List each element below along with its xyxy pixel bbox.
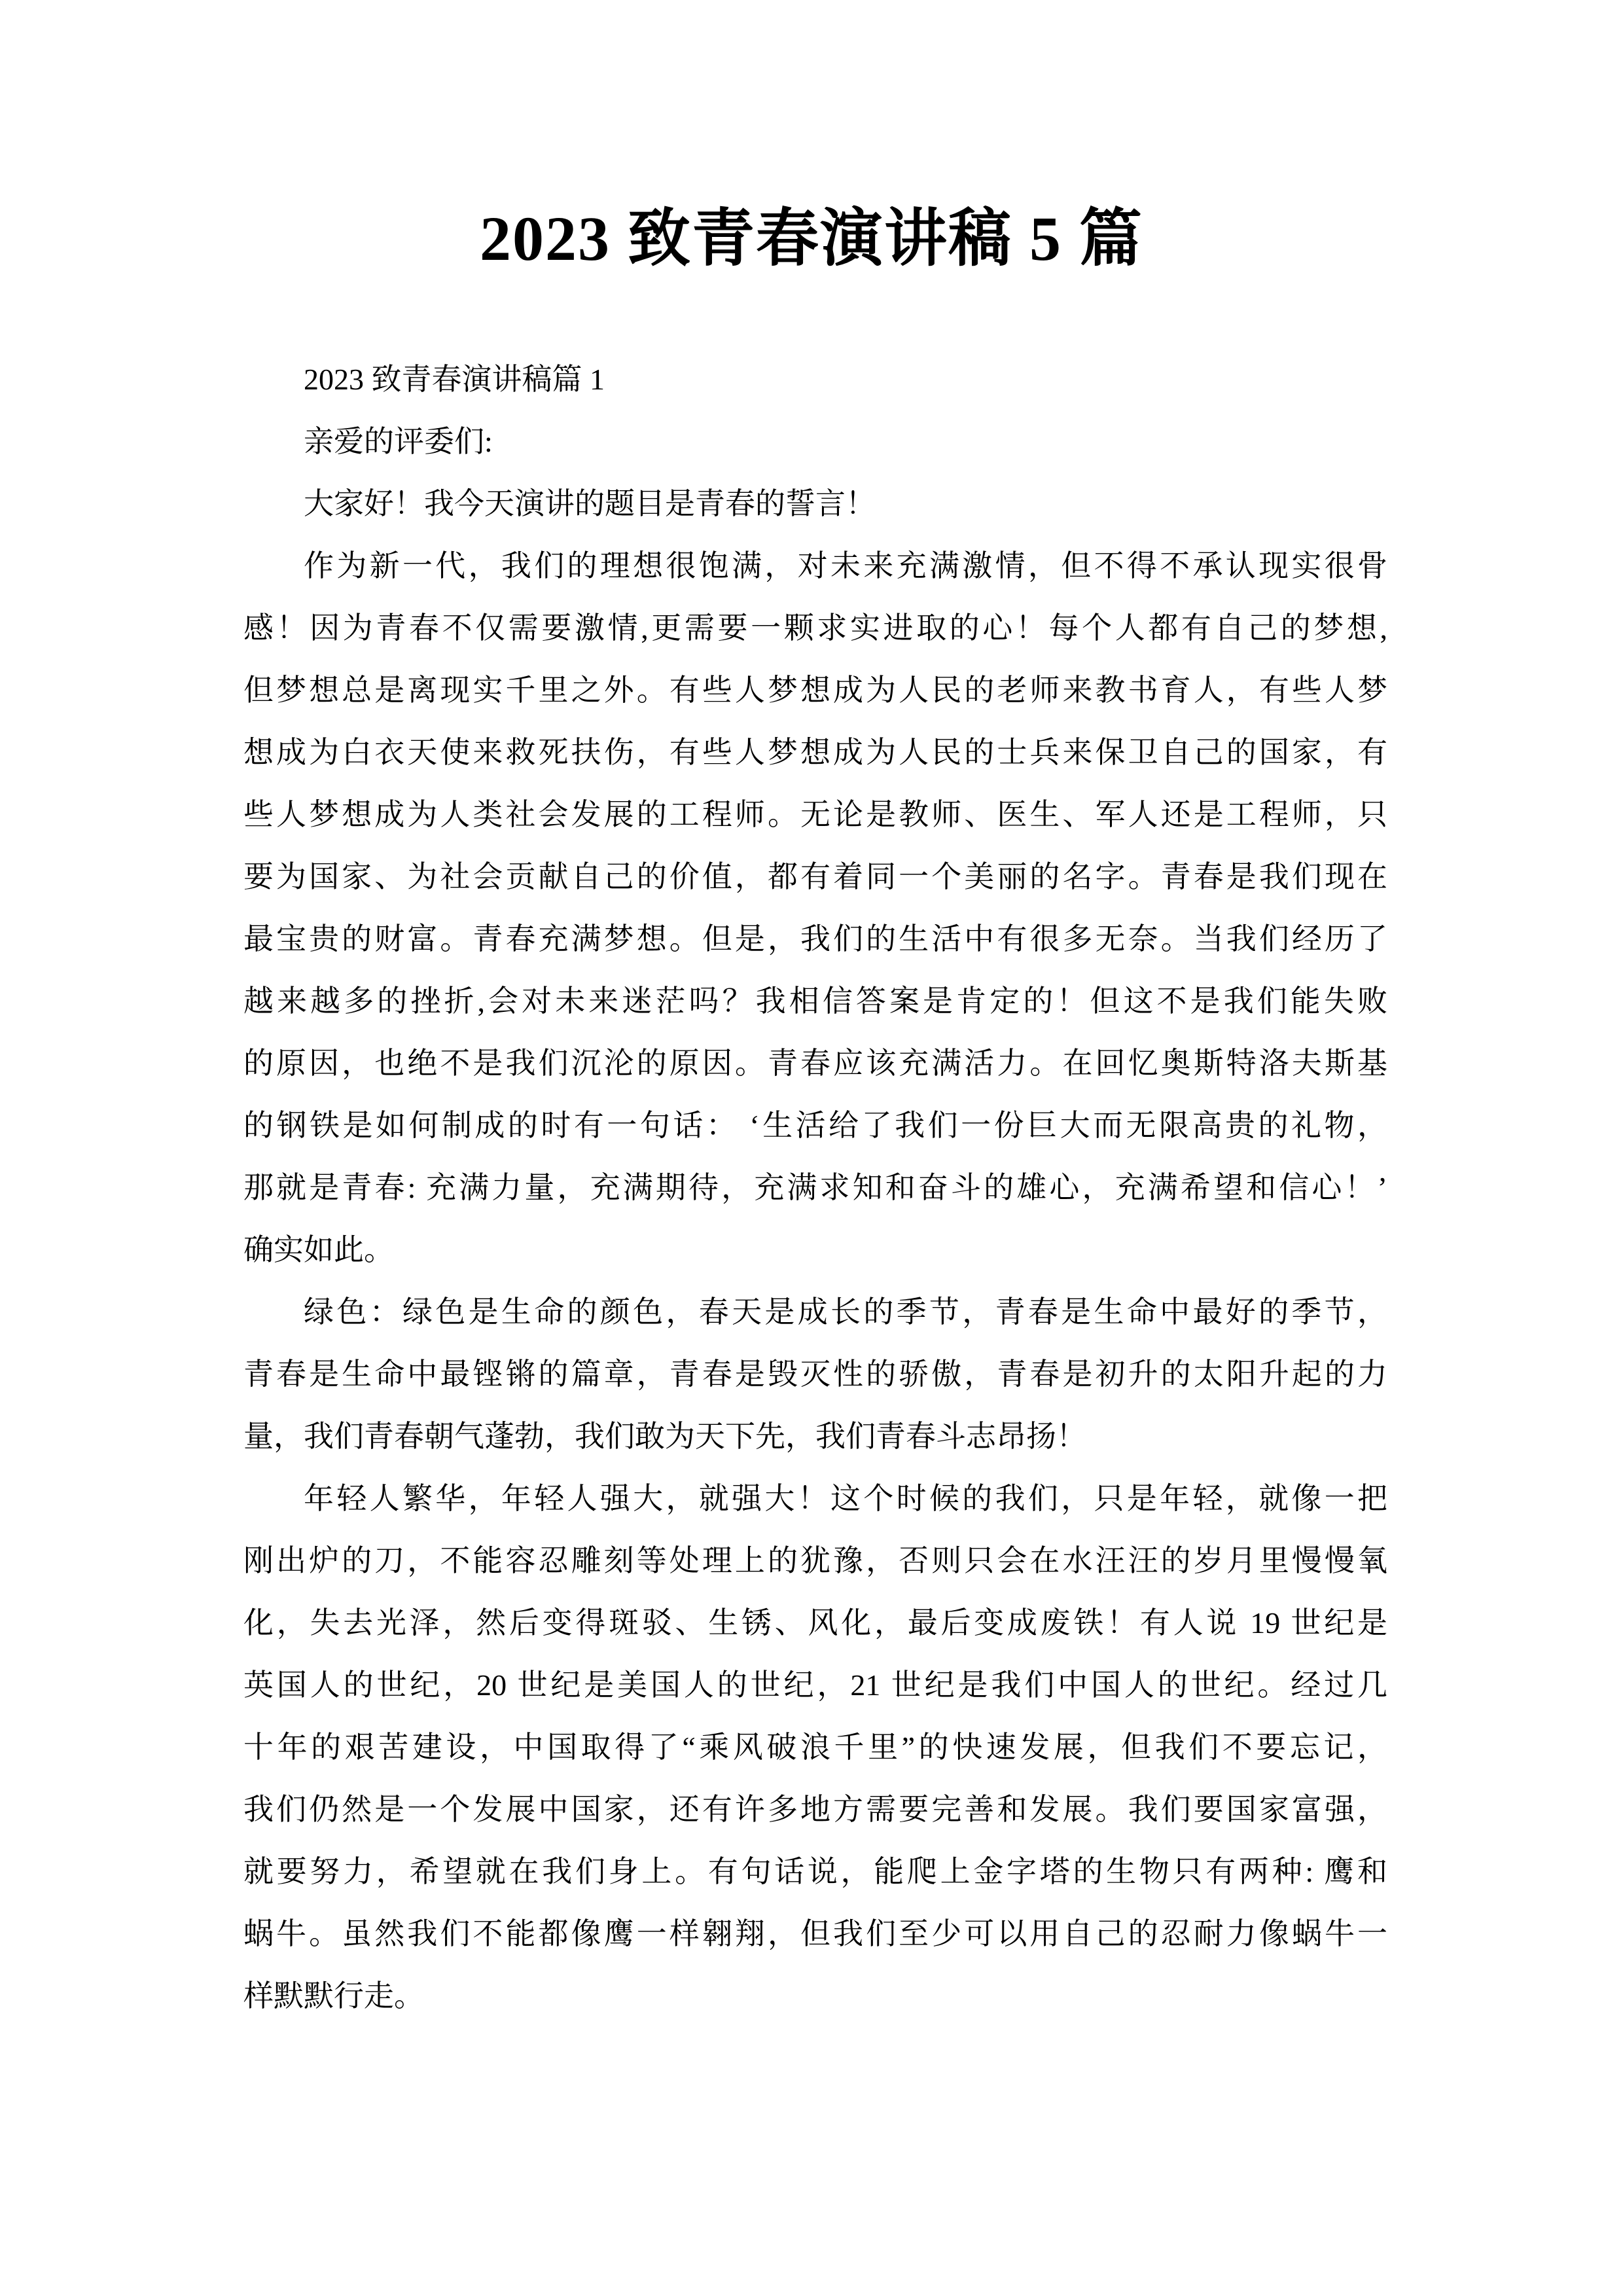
text-line: 确实如此。 — [243, 1233, 394, 1266]
text-line: 量，我们青春朝气蓬勃，我们敢为天下先，我们青春斗志昂扬！ — [243, 1420, 1086, 1453]
text-line: 要为国家、为社会贡献自己的价值，都有着同一个美丽的名字。青春是我们现在 — [243, 860, 1387, 893]
text-line: 感！因为青春不仅需要激情,更需要一颗求实进取的心！每个人都有自己的梦想, — [243, 611, 1387, 645]
text-line: 但梦想总是离现实千里之外。有些人梦想成为人民的老师来教书育人，有些人梦 — [243, 673, 1387, 707]
text-line: 的原因，也绝不是我们沉沦的原因。青春应该充满活力。在回忆奥斯特洛夫斯基 — [243, 1047, 1387, 1080]
text-line: 蜗牛。虽然我们不能都像鹰一样翱翔，但我们至少可以用自己的忍耐力像蜗牛一 — [243, 1917, 1387, 1950]
text-line: 年轻人繁华，年轻人强大，就强大！这个时候的我们，只是年轻，就像一把 — [304, 1482, 1387, 1515]
paragraph — [243, 1467, 1387, 2027]
document-body — [243, 348, 1387, 2027]
text-line: 十年的艰苦建设，中国取得了“乘风破浪千里”的快速发展，但我们不要忘记， — [243, 1731, 1387, 1764]
text-line: 最宝贵的财富。青春充满梦想。但是，我们的生活中有很多无奈。当我们经历了 — [243, 922, 1387, 956]
paragraph — [243, 1281, 1387, 1467]
paragraph — [243, 473, 1387, 535]
text-line: 越来越多的挫折,会对未来迷茫吗？我相信答案是肯定的！但这不是我们能失败 — [243, 984, 1387, 1018]
text-line: 青春是生命中最铿锵的篇章，青春是毁灭性的骄傲，青春是初升的太阳升起的力 — [243, 1357, 1387, 1391]
text-line: 亲爱的评委们: — [304, 425, 493, 458]
paragraph — [243, 535, 1387, 1281]
paragraph — [243, 348, 1387, 410]
text-line: 大家好！我今天演讲的题目是青春的誓言！ — [304, 487, 876, 520]
text-line: 些人梦想成为人类社会发展的工程师。无论是教师、医生、军人还是工程师，只 — [243, 798, 1387, 831]
text-line: 刚出炉的刀，不能容忍雕刻等处理上的犹豫，否则只会在水汪汪的岁月里慢慢氧 — [243, 1544, 1387, 1577]
text-line: 作为新一代，我们的理想很饱满，对未来充满激情，但不得不承认现实很骨 — [304, 549, 1387, 583]
text-line: 绿色：绿色是生命的颜色，春天是成长的季节，青春是生命中最好的季节， — [304, 1295, 1387, 1329]
text-line: 那就是青春: 充满力量，充满期待，充满求知和奋斗的雄心，充满希望和信心！’ — [243, 1171, 1387, 1204]
text-line: 我们仍然是一个发展中国家，还有许多地方需要完善和发展。我们要国家富强， — [243, 1793, 1387, 1826]
text-line: 就要努力，希望就在我们身上。有句话说，能爬上金字塔的生物只有两种: 鹰和 — [243, 1855, 1387, 1888]
text-line: 英国人的世纪，20 世纪是美国人的世纪，21 世纪是我们中国人的世纪。经过几 — [243, 1668, 1387, 1702]
document-title: 2023 致青春演讲稿 5 篇 — [480, 204, 1143, 274]
paragraph — [243, 410, 1387, 473]
text-line: 的钢铁是如何制成的时有一句话： ‘生活给了我们一份巨大而无限高贵的礼物， — [243, 1109, 1387, 1142]
text-line: 2023 致青春演讲稿篇 1 — [304, 363, 605, 396]
text-line: 样默默行走。 — [243, 1979, 424, 2013]
text-line: 化，失去光泽，然后变得斑驳、生锈、风化，最后变成废铁！有人说 19 世纪是 — [243, 1606, 1387, 1640]
text-line: 想成为白衣天使来救死扶伤，有些人梦想成为人民的士兵来保卫自己的国家，有 — [243, 736, 1387, 769]
